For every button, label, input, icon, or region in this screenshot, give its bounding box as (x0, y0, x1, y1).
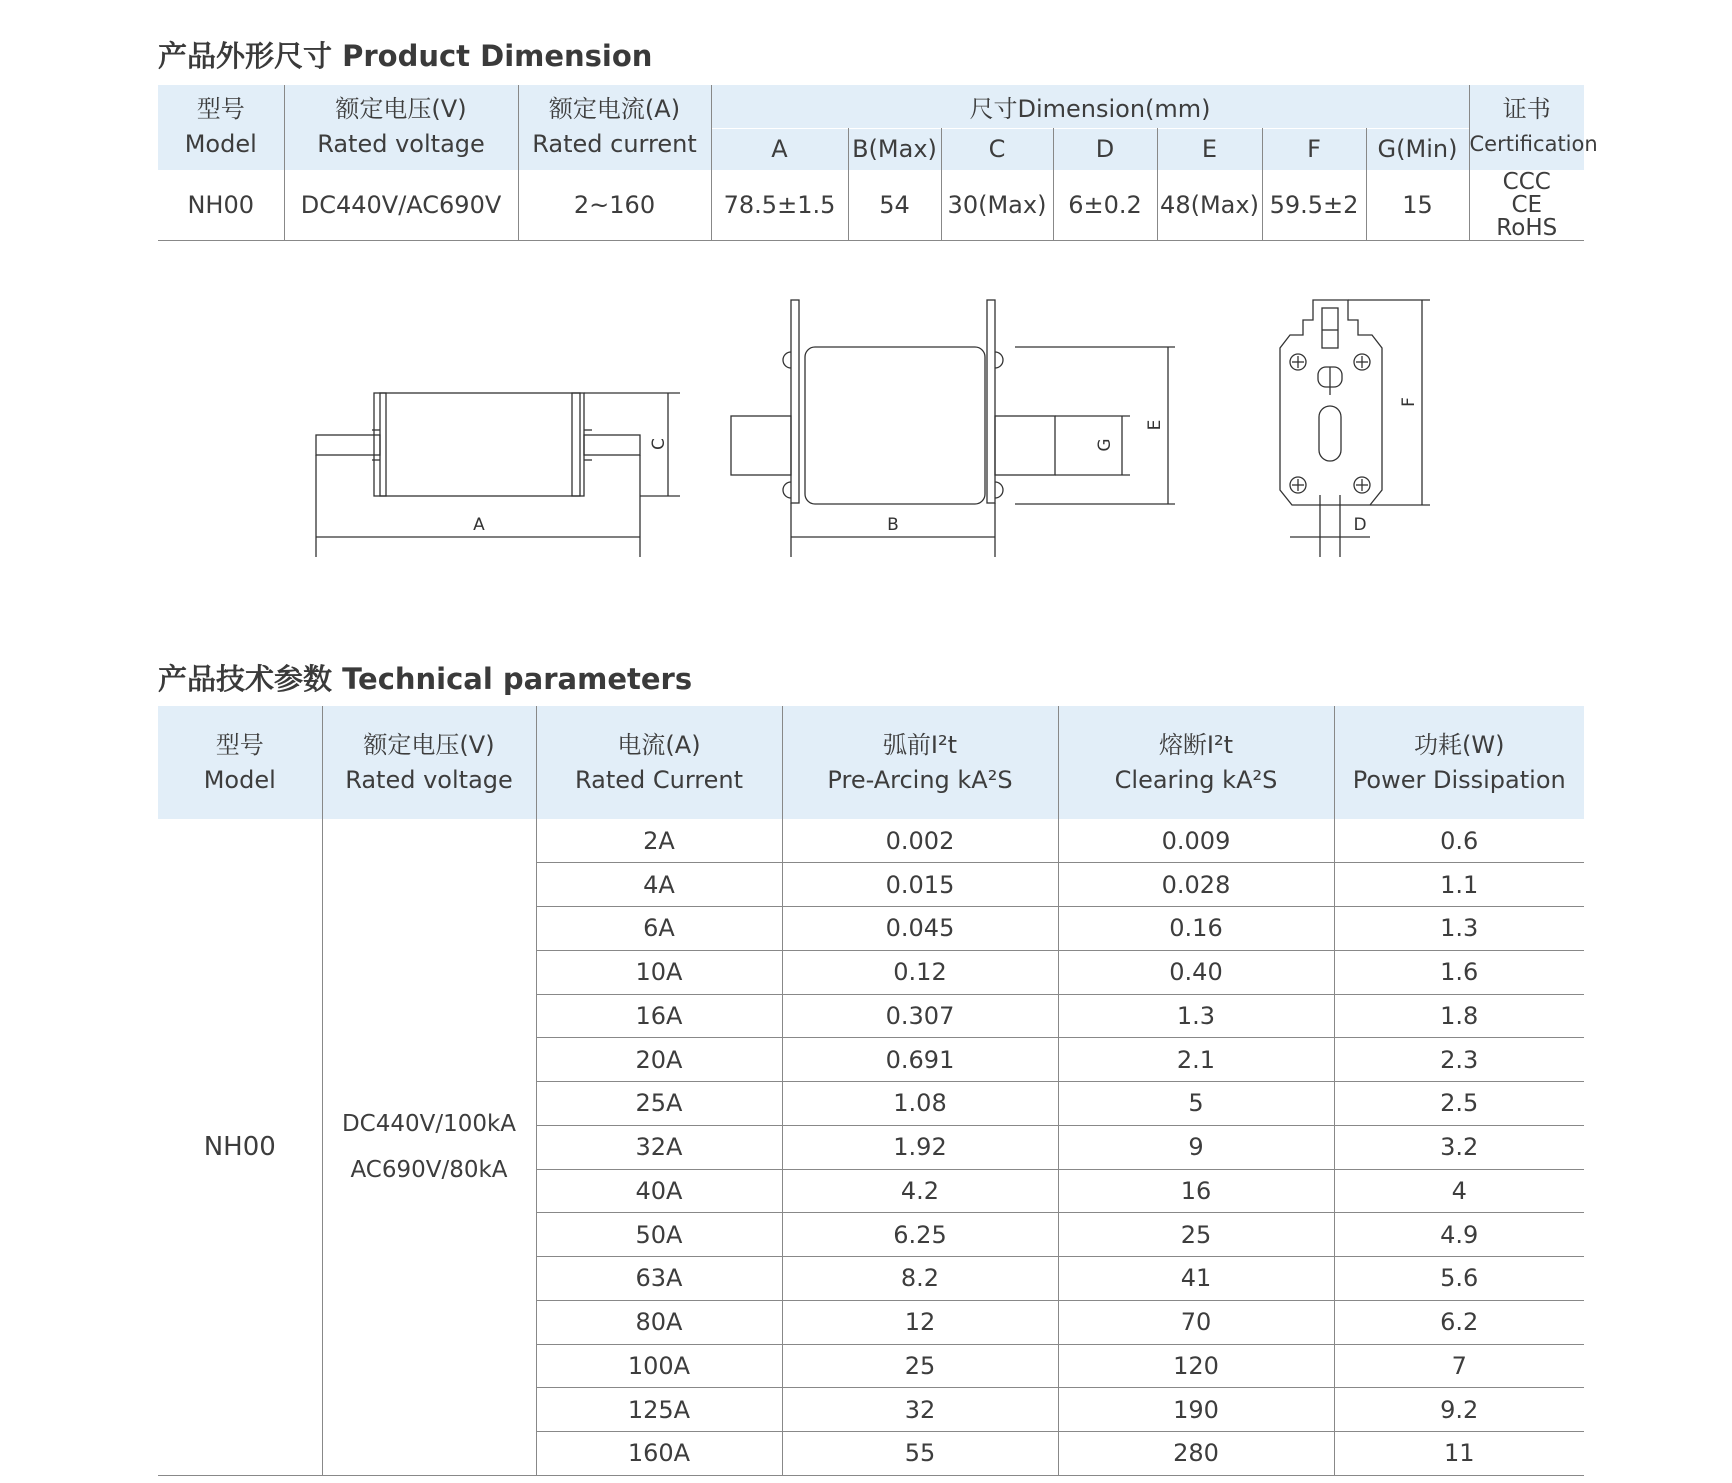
clearing-cell: 9 (1058, 1125, 1334, 1169)
current-cell: 2A (536, 819, 782, 863)
power-cell: 6.2 (1334, 1300, 1584, 1344)
cell-dim-f: 59.5±2 (1262, 170, 1366, 240)
clearing-cell: 190 (1058, 1388, 1334, 1432)
clearing-cell: 280 (1058, 1432, 1334, 1476)
header-dim-f: F (1262, 128, 1366, 170)
clearing-cell: 0.40 (1058, 950, 1334, 994)
current-cell: 16A (536, 994, 782, 1038)
pre-arcing-cell: 0.045 (782, 907, 1058, 951)
tech-header-voltage (322, 706, 536, 819)
current-cell: 63A (536, 1257, 782, 1301)
table-row (158, 819, 1584, 863)
label-c: C (649, 438, 669, 450)
pre-arcing-cell: 1.08 (782, 1082, 1058, 1126)
cert-ccc: CCC (1502, 168, 1551, 195)
tech-voltage-ac: AC690V/80kA (350, 1156, 508, 1183)
technical-section-title: 产品技术参数 Technical parameters (158, 662, 693, 696)
tech-header-power-en: Power Dissipation (1352, 765, 1566, 794)
pre-arcing-cell: 55 (782, 1432, 1058, 1476)
cell-model: NH00 (158, 170, 284, 240)
pre-arcing-cell: 25 (782, 1344, 1058, 1388)
pre-arcing-cell: 0.12 (782, 950, 1058, 994)
current-cell: 40A (536, 1169, 782, 1213)
header-dim-e: E (1157, 128, 1262, 170)
header-voltage-en: Rated voltage (317, 130, 485, 159)
label-g: G (1095, 438, 1115, 452)
header-model-en: Model (184, 130, 257, 159)
cell-dim-e: 48(Max) (1157, 170, 1262, 240)
technical-table (158, 706, 1584, 1476)
current-cell: 20A (536, 1038, 782, 1082)
clearing-cell: 41 (1058, 1257, 1334, 1301)
tech-voltage-dc: DC440V/100kA (341, 1110, 517, 1137)
tech-header-model (158, 706, 322, 819)
tech-header-pre-arcing (782, 706, 1058, 819)
header-dim-b: B(Max) (848, 128, 941, 170)
power-cell: 1.6 (1334, 950, 1584, 994)
cell-voltage: DC440V/AC690V (284, 170, 518, 240)
power-cell: 11 (1334, 1432, 1584, 1476)
cell-dim-d: 6±0.2 (1053, 170, 1157, 240)
clearing-cell: 0.028 (1058, 863, 1334, 907)
label-b: B (887, 515, 899, 535)
clearing-cell: 0.009 (1058, 819, 1334, 863)
pre-arcing-cell: 8.2 (782, 1257, 1058, 1301)
clearing-cell: 5 (1058, 1082, 1334, 1126)
header-certification-en: Certification (1469, 132, 1598, 157)
pre-arcing-cell: 0.691 (782, 1038, 1058, 1082)
label-e: E (1145, 419, 1165, 431)
clearing-cell: 120 (1058, 1344, 1334, 1388)
pre-arcing-cell: 4.2 (782, 1169, 1058, 1213)
header-dim-a: A (711, 128, 848, 170)
side-view-drawing (316, 393, 680, 557)
current-cell: 125A (536, 1388, 782, 1432)
cert-ce: CE (1511, 191, 1543, 218)
dimension-section-title: 产品外形尺寸 Product Dimension (158, 39, 653, 73)
clearing-cell: 2.1 (1058, 1038, 1334, 1082)
clearing-cell: 16 (1058, 1169, 1334, 1213)
tech-header-clearing-en: Clearing kA²S (1114, 765, 1278, 794)
tech-header-current-en: Rated Current (574, 765, 744, 794)
tech-header-clearing (1058, 706, 1334, 819)
header-dim-c: C (941, 128, 1053, 170)
tech-header-model-en: Model (203, 765, 276, 794)
label-d: D (1353, 515, 1367, 535)
cell-dim-c: 30(Max) (941, 170, 1053, 240)
power-cell: 3.2 (1334, 1125, 1584, 1169)
header-current-en: Rated current (532, 130, 697, 159)
header-current-zh: 额定电流(A) (548, 95, 681, 124)
header-dim-g: G(Min) (1366, 128, 1469, 170)
header-dim-d: D (1053, 128, 1157, 170)
power-cell: 7 (1334, 1344, 1584, 1388)
power-cell: 1.1 (1334, 863, 1584, 907)
header-certification-zh: 证书 (1502, 95, 1551, 124)
fuse-technical-drawing (0, 0, 1732, 640)
pre-arcing-cell: 1.92 (782, 1125, 1058, 1169)
current-cell: 25A (536, 1082, 782, 1126)
pre-arcing-cell: 32 (782, 1388, 1058, 1432)
front-view-drawing (731, 300, 1175, 557)
pre-arcing-cell: 0.307 (782, 994, 1058, 1038)
pre-arcing-cell: 0.002 (782, 819, 1058, 863)
header-dimension: 尺寸Dimension(mm) (711, 85, 1469, 128)
cert-rohs: RoHS (1496, 214, 1558, 241)
power-cell: 0.6 (1334, 819, 1584, 863)
tech-model-cell: NH00 (158, 819, 322, 1475)
power-cell: 2.5 (1334, 1082, 1584, 1126)
clearing-cell: 70 (1058, 1300, 1334, 1344)
clearing-cell: 1.3 (1058, 994, 1334, 1038)
pre-arcing-cell: 0.015 (782, 863, 1058, 907)
current-cell: 6A (536, 907, 782, 951)
tech-header-current-zh: 电流(A) (617, 730, 701, 759)
header-voltage-zh: 额定电压(V) (335, 95, 467, 124)
tech-header-model-zh: 型号 (215, 730, 264, 759)
tech-header-voltage-zh: 额定电压(V) (363, 730, 495, 759)
tech-voltage-cell (322, 819, 536, 1475)
current-cell: 32A (536, 1125, 782, 1169)
tech-header-pre-arcing-en: Pre-Arcing kA²S (827, 765, 1013, 794)
tech-header-power (1334, 706, 1584, 819)
power-cell: 1.3 (1334, 907, 1584, 951)
tech-header-voltage-en: Rated voltage (345, 765, 513, 794)
power-cell: 1.8 (1334, 994, 1584, 1038)
pre-arcing-cell: 6.25 (782, 1213, 1058, 1257)
header-model-zh: 型号 (196, 95, 245, 124)
cell-dim-a: 78.5±1.5 (711, 170, 848, 240)
current-cell: 80A (536, 1300, 782, 1344)
current-cell: 50A (536, 1213, 782, 1257)
pre-arcing-cell: 12 (782, 1300, 1058, 1344)
power-cell: 4 (1334, 1169, 1584, 1213)
power-cell: 4.9 (1334, 1213, 1584, 1257)
cell-dim-b: 54 (848, 170, 941, 240)
clearing-cell: 0.16 (1058, 907, 1334, 951)
tech-header-pre-arcing-zh: 弧前I²t (882, 730, 958, 759)
current-cell: 100A (536, 1344, 782, 1388)
cell-dim-g: 15 (1366, 170, 1469, 240)
power-cell: 2.3 (1334, 1038, 1584, 1082)
current-cell: 4A (536, 863, 782, 907)
tech-header-power-zh: 功耗(W) (1414, 730, 1505, 759)
tech-header-current (536, 706, 782, 819)
power-cell: 5.6 (1334, 1257, 1584, 1301)
label-f: F (1399, 397, 1419, 407)
tech-header-clearing-zh: 熔断I²t (1158, 730, 1234, 759)
label-a: A (473, 515, 485, 535)
cell-current: 2~160 (518, 170, 711, 240)
current-cell: 10A (536, 950, 782, 994)
current-cell: 160A (536, 1432, 782, 1476)
clearing-cell: 25 (1058, 1213, 1334, 1257)
power-cell: 9.2 (1334, 1388, 1584, 1432)
